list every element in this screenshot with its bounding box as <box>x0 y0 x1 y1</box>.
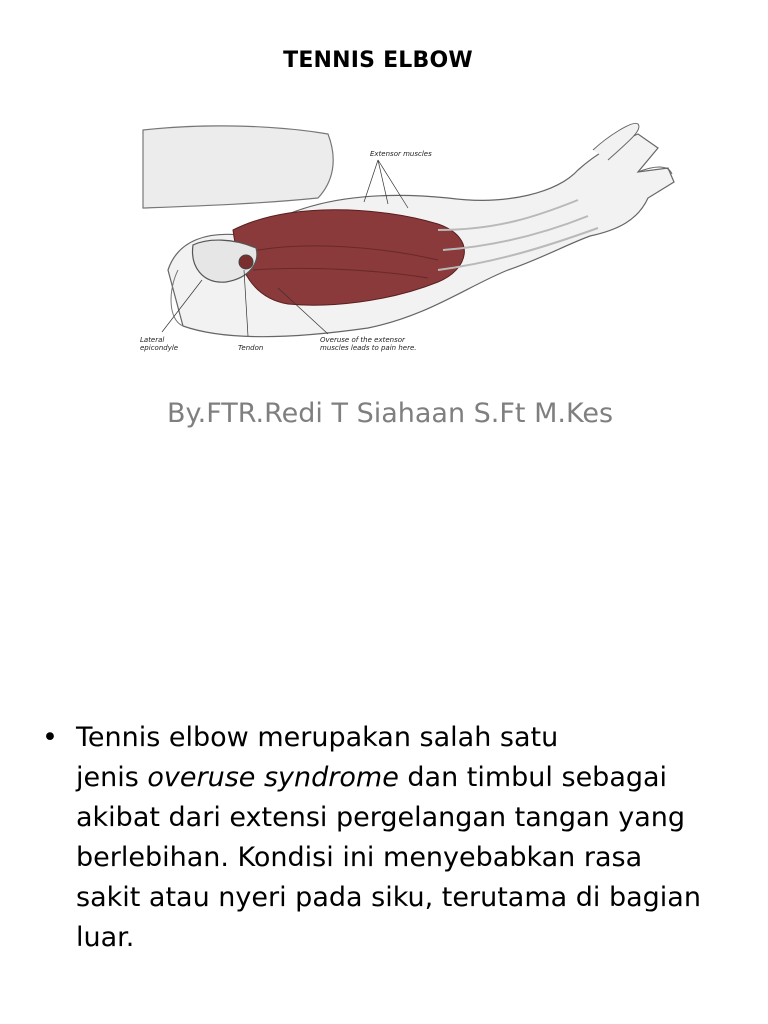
overuse-label-line2: muscles leads to pain here. <box>320 344 417 352</box>
tendon-label: Tendon <box>238 344 264 352</box>
bullet-line-2-end: dan timbul sebagai <box>398 762 668 793</box>
bullet-line-1: Tennis elbow merupakan salah satu <box>76 722 559 753</box>
forearm-anatomy-illustration <box>138 120 678 360</box>
overuse-label-line1: Overuse of the extensor <box>320 336 405 344</box>
emphasis-overuse-syndrome: overuse syndrome <box>147 762 399 793</box>
lateral-label: Lateral <box>140 336 165 344</box>
bullet-marker: • <box>42 722 58 753</box>
bullet-list <box>40 718 740 958</box>
slide-title: TENNIS ELBOW <box>283 48 473 73</box>
epicondyle-label: epicondyle <box>140 344 179 352</box>
bullet-line-6: luar. <box>76 922 135 953</box>
bullet-line-4: berlebihan. Kondisi ini menyebabkan rasa <box>76 842 643 873</box>
bullet-line-2-start: jenis <box>76 762 148 793</box>
bullet-line-5: sakit atau nyeri pada siku, terutama di bagian <box>76 882 701 913</box>
extensor-muscles-label: Extensor muscles <box>370 150 432 158</box>
bullet-line-3: akibat dari extensi pergelangan tangan yang <box>76 802 686 833</box>
bullet-item <box>40 718 740 958</box>
author-subtitle: By.FTR.Redi T Siahaan S.Ft M.Kes <box>166 398 614 429</box>
